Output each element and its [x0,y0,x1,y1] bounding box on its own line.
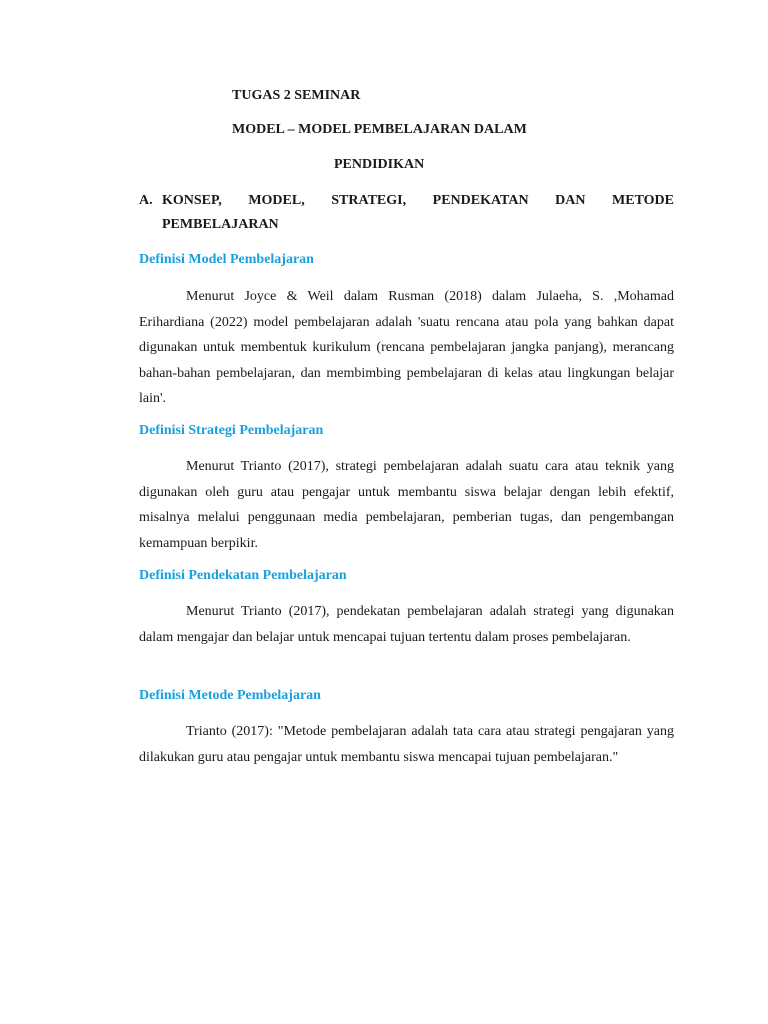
subsection-heading-pendekatan: Definisi Pendekatan Pembelajaran [139,568,347,583]
subsection-heading-model: Definisi Model Pembelajaran [139,252,314,267]
section-a-title-line-2: PEMBELAJARAN [162,217,279,232]
title-line-1: TUGAS 2 SEMINAR [232,88,361,103]
section-a-title-line-1: KONSEP, MODEL, STRATEGI, PENDEKATAN DAN METODE [162,193,674,208]
paragraph-metode: Trianto (2017): "Metode pembelajaran adalah tata cara atau strategi pengajaran yang dilakukan guru atau pengajar untuk membantu siswa mencapai tujuan pembelajaran." [139,724,674,765]
paragraph-model: Menurut Joyce & Weil dalam Rusman (2018) dalam Julaeha, S. ,Mohamad Erihardiana (2022) model pembelajaran adalah 'suatu rencana atau pola yang bahkan dapat digunakan untuk membentuk kurikulum (rencana pembelajaran jangka panjang), merancang bahan-bahan pembelajaran, dan membimbing pembelajaran di kelas atau lingkungan belajar lain'. [139,289,674,406]
paragraph-strategi: Menurut Trianto (2017), strategi pembelajaran adalah suatu cara atau teknik yang digunakan oleh guru atau pengajar untuk membantu siswa belajar dengan lebih efektif, misalnya melalui penggunaan media pembelajaran, pemberian tugas, dan pengembangan kemampuan berpikir. [139,459,674,551]
subsection-heading-strategi: Definisi Strategi Pembelajaran [139,423,324,438]
section-a-heading [139,189,674,237]
title-line-3: PENDIDIKAN [334,157,425,172]
title-line-2: MODEL – MODEL PEMBELAJARAN DALAM [232,122,527,137]
subsection-heading-metode: Definisi Metode Pembelajaran [139,688,321,703]
section-a-number: A. [139,193,153,208]
paragraph-pendekatan: Menurut Trianto (2017), pendekatan pembelajaran adalah strategi yang digunakan dalam mengajar dan belajar untuk mencapai tujuan tertentu dalam proses pembelajaran. [139,604,674,645]
